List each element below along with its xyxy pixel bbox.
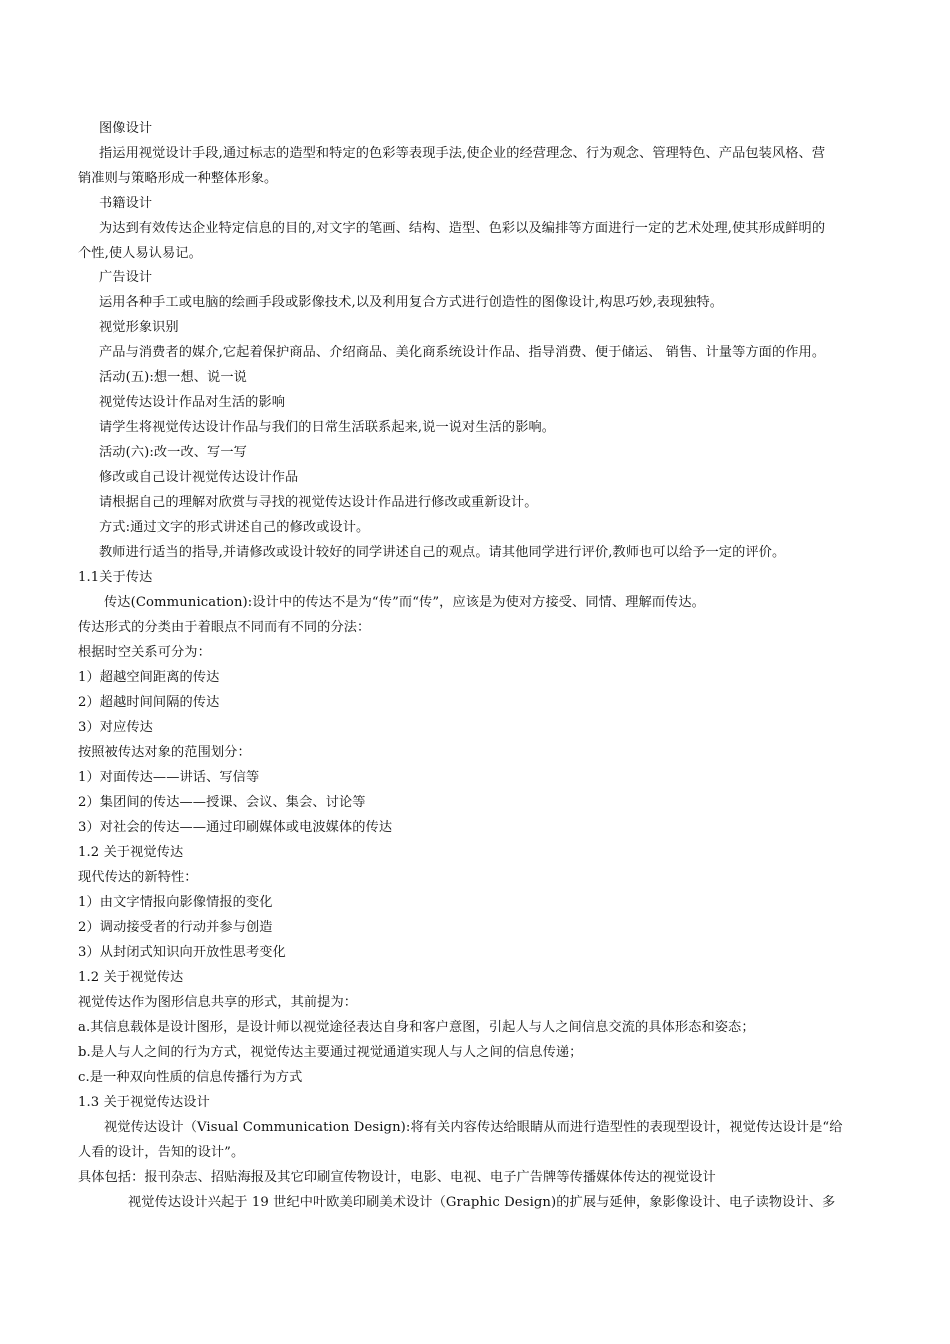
list-item: 1）对面传达——讲话、写信等 [78, 770, 260, 785]
list-item: 2）超越时间间隔的传达 [78, 695, 220, 710]
paragraph-vcd-history: 视觉传达设计兴起于 19 世纪中叶欧美印刷美术设计（Graphic Design)的扩展与延伸，象影像设计、电子读物设计、多 [128, 1195, 836, 1210]
text-new-features-intro: 现代传达的新特性： [78, 870, 198, 885]
heading-activity-5: 活动(五):想一想、说一说 [99, 370, 247, 385]
text-spacetime-intro: 根据时空关系可分为： [78, 645, 211, 660]
paragraph-image-design: 指运用视觉设计手段,通过标志的造型和特定的色彩等表现手法,使企业的经营理念、行为观念、管理特色、产品包装风格、营 [99, 146, 826, 161]
list-item: 2）调动接受者的行动并参与创造 [78, 920, 273, 935]
text-activity-5-body: 请学生将视觉传达设计作品与我们的日常生活联系起来,说一说对生活的影响。 [99, 420, 556, 435]
heading-book-design: 书籍设计 [99, 196, 153, 211]
text-classification-intro: 传达形式的分类由于着眼点不同而有不同的分法： [78, 620, 371, 635]
paragraph-book-design-cont: 个性,使人易认易记。 [78, 246, 202, 261]
list-item: 1）超越空间距离的传达 [78, 670, 220, 685]
list-item: 3）对应传达 [78, 720, 153, 735]
list-item: a.其信息载体是设计图形，是设计师以视觉途径表达自身和客户意图，引起人与人之间信息交流的具体形态和姿态； [78, 1020, 755, 1035]
paragraph-book-design: 为达到有效传达企业特定信息的目的,对文字的笔画、结构、造型、色彩以及编排等方面进行一定的艺术处理,使其形成鲜明的 [99, 221, 826, 236]
list-item: c.是一种双向性质的信息传播行为方式 [78, 1070, 303, 1085]
text-scope-intro: 按照被传达对象的范围划分： [78, 745, 251, 760]
paragraph-vcd-def-cont: 人看的设计，告知的设计”。 [78, 1145, 245, 1160]
text-activity-6-method: 方式:通过文字的形式讲述自己的修改或设计。 [99, 520, 370, 535]
paragraph-image-design-cont: 销准则与策略形成一种整体形象。 [78, 171, 278, 186]
heading-image-design: 图像设计 [99, 121, 153, 136]
list-item: b.是人与人之间的行为方式，视觉传达主要通过视觉通道实现人与人之间的信息传递； [78, 1045, 583, 1060]
section-heading-1-3: 1.3 关于视觉传达设计 [78, 1095, 210, 1110]
paragraph-vcd-def: 视觉传达设计（Visual Communication Design):将有关内容传达给眼睛从而进行造型性的表现型设计，视觉传达设计是“给 [104, 1120, 843, 1135]
section-heading-1-1: 1.1关于传达 [78, 570, 153, 585]
text-activity-6-teacher: 教师进行适当的指导,并请修改或设计较好的同学讲述自己的观点。请其他同学进行评价,教师也可以给予一定的评价。 [99, 545, 786, 560]
heading-activity-6: 活动(六):改一改、写一写 [99, 445, 247, 460]
list-item: 3）对社会的传达——通过印刷媒体或电波媒体的传达 [78, 820, 393, 835]
paragraph-visual-identity: 产品与消费者的媒介,它起着保护商品、介绍商品、美化商系统设计作品、指导消费、便于储运、 销售、计量等方面的作用。 [99, 345, 826, 360]
heading-ad-design: 广告设计 [99, 270, 153, 285]
text-premise-intro: 视觉传达作为图形信息共享的形式，其前提为： [78, 995, 358, 1010]
paragraph-communication-def: 传达(Communication):设计中的传达不是为“传”而“传”，应该是为使对方接受、同情、理解而传达。 [104, 595, 705, 610]
text-activity-6-title: 修改或自己设计视觉传达设计作品 [99, 470, 299, 485]
text-activity-5-title: 视觉传达设计作品对生活的影响 [99, 395, 286, 410]
heading-visual-identity: 视觉形象识别 [99, 320, 179, 335]
paragraph-ad-design: 运用各种手工或电脑的绘画手段或影像技术,以及利用复合方式进行创造性的图像设计,构思巧妙,表现独特。 [99, 295, 724, 310]
text-activity-6-body: 请根据自己的理解对欣赏与寻找的视觉传达设计作品进行修改或重新设计。 [99, 495, 538, 510]
section-heading-1-2: 1.2 关于视觉传达 [78, 845, 184, 860]
section-heading-1-2-repeat: 1.2 关于视觉传达 [78, 970, 184, 985]
list-item: 2）集团间的传达——授课、会议、集会、讨论等 [78, 795, 366, 810]
text-vcd-includes: 具体包括：报刊杂志、招贴海报及其它印刷宣传物设计，电影、电视、电子广告牌等传播媒体传达的视觉设计 [78, 1170, 716, 1185]
list-item: 1）由文字情报向影像情报的变化 [78, 895, 273, 910]
list-item: 3）从封闭式知识向开放性思考变化 [78, 945, 286, 960]
